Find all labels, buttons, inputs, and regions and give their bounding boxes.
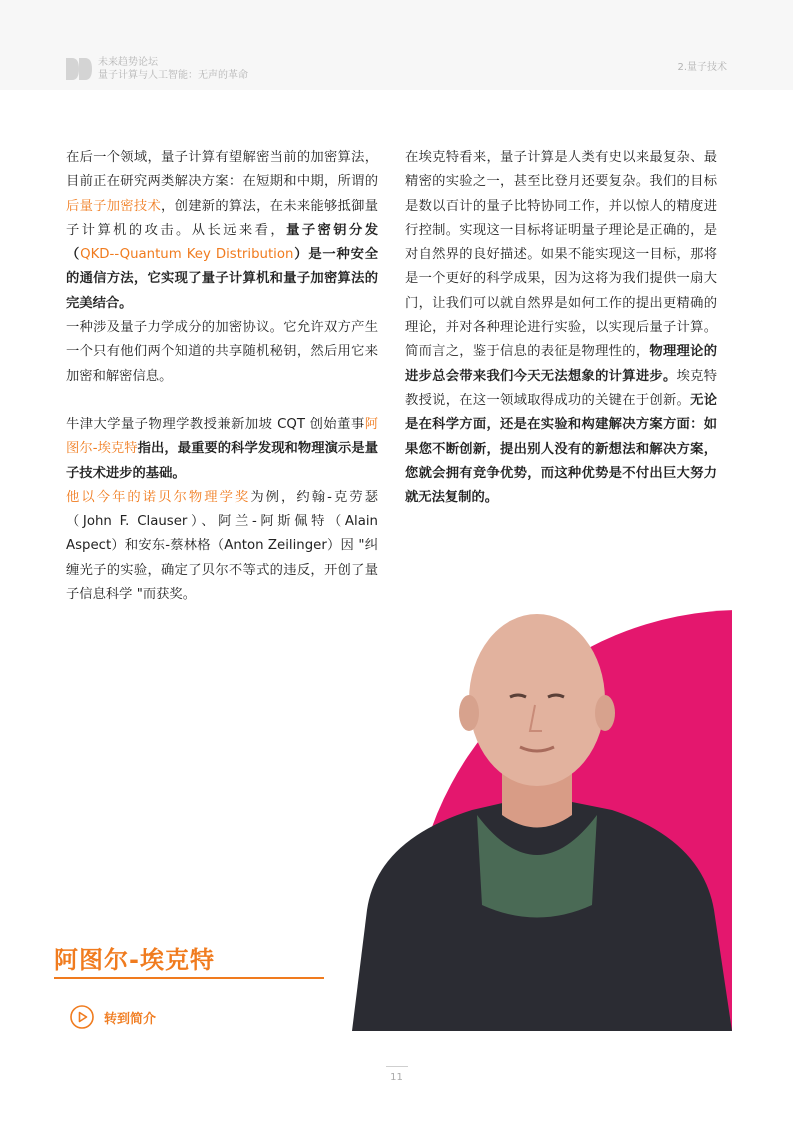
paragraph-quantum-experiment xyxy=(405,146,717,510)
play-icon xyxy=(70,1005,94,1029)
nobel-prize-link[interactable]: 他以今年的诺贝尔物理学奖 xyxy=(66,489,251,505)
paragraph-encryption xyxy=(66,146,378,316)
forum-name: 未来趋势论坛 xyxy=(98,57,158,68)
ekert-link[interactable]: 阿图尔-埃克特 xyxy=(66,416,378,457)
goto-profile-label: 转到简介 xyxy=(104,1011,157,1027)
page-number: 11 xyxy=(390,1072,403,1083)
paragraph-ekert xyxy=(66,413,378,486)
goto-profile-button[interactable] xyxy=(70,1005,156,1029)
page-header xyxy=(0,0,793,90)
report-subtitle: 量子计算与人工智能：无声的革命 xyxy=(98,70,248,81)
text: 物理理论的进步总会带来我们今天无法想象的计算进步。 xyxy=(405,344,718,384)
left-column xyxy=(66,146,378,607)
text: 埃克特教授说，在这一领域取得成功的关键在于创新。 xyxy=(405,368,718,408)
right-column xyxy=(405,146,717,510)
text: ，创建新的算法，在未来能够抵御量子计算机的攻击。从长远来看， xyxy=(66,198,379,238)
text: 量子密钥分发（ xyxy=(66,222,379,263)
text: 在埃克特看来，量子计算是人类有史以来最复杂、最精密的实验之一，甚至比登月还要复杂。我们的目标是数以百计的量子比特协同工作，并以惊人的精度进行控制。实现这一目标将证明量子理论是正确的，是对自然界的良好描述。如果不能实现这一目标，那将是一个更好的科学成果，因为这将为我们提供一扇大门，让我们可以就自然界是如何工作的提出更精确的理论，并对各种理论进行实验，以实现后量子计算。简而言之，鉴于信息的表征是物理性的， xyxy=(405,150,717,360)
forum-logo-icon xyxy=(66,58,92,80)
paragraph-nobel xyxy=(66,486,378,607)
header-title xyxy=(98,56,248,82)
name-underline xyxy=(54,977,324,979)
portrait-photo xyxy=(322,605,732,1031)
qkd-link[interactable]: QKD--Quantum Key Distribution xyxy=(80,247,294,263)
text: 指出，最重要的科学发现和物理演示是量子技术进步的基础。 xyxy=(66,441,378,481)
post-quantum-link[interactable]: 后量子加密技术 xyxy=(66,198,162,214)
page-number-divider xyxy=(386,1066,408,1067)
text: 无论是在科学方面，还是在实验和构建解决方案方面：如果您不断创新，提出别人没有的新想法和解决方案，您就会拥有竞争优势，而这种优势是不付出巨大努力就无法复制的。 xyxy=(405,392,717,506)
text: 为例，约翰-克劳瑟（John F. Clauser）、阿兰-阿斯佩特（Alain Aspect）和安东-蔡林格（Anton Zeilinger）因 "纠缠光子的实验，确定了贝尔不等式的违反，开创了量子信息科学 "而获奖。 xyxy=(66,489,378,603)
profile-name: 阿图尔-埃克特 xyxy=(54,946,215,974)
section-label: 2.量子技术 xyxy=(677,62,727,73)
text: 在后一个领域，量子计算有望解密当前的加密算法，目前正在研究两类解决方案：在短期和中期，所谓的 xyxy=(66,150,378,190)
text: ）是一种安全的通信方法，它实现了量子计算机和量子加密算法的完美结合。 xyxy=(66,247,379,311)
paragraph-protocol: 一种涉及量子力学成分的加密协议。它允许双方产生一个只有他们两个知道的共享随机秘钥，然后用它来加密和解密信息。 xyxy=(66,320,378,384)
text: 牛津大学量子物理学教授兼新加坡 CQT 创始董事 xyxy=(66,416,365,432)
